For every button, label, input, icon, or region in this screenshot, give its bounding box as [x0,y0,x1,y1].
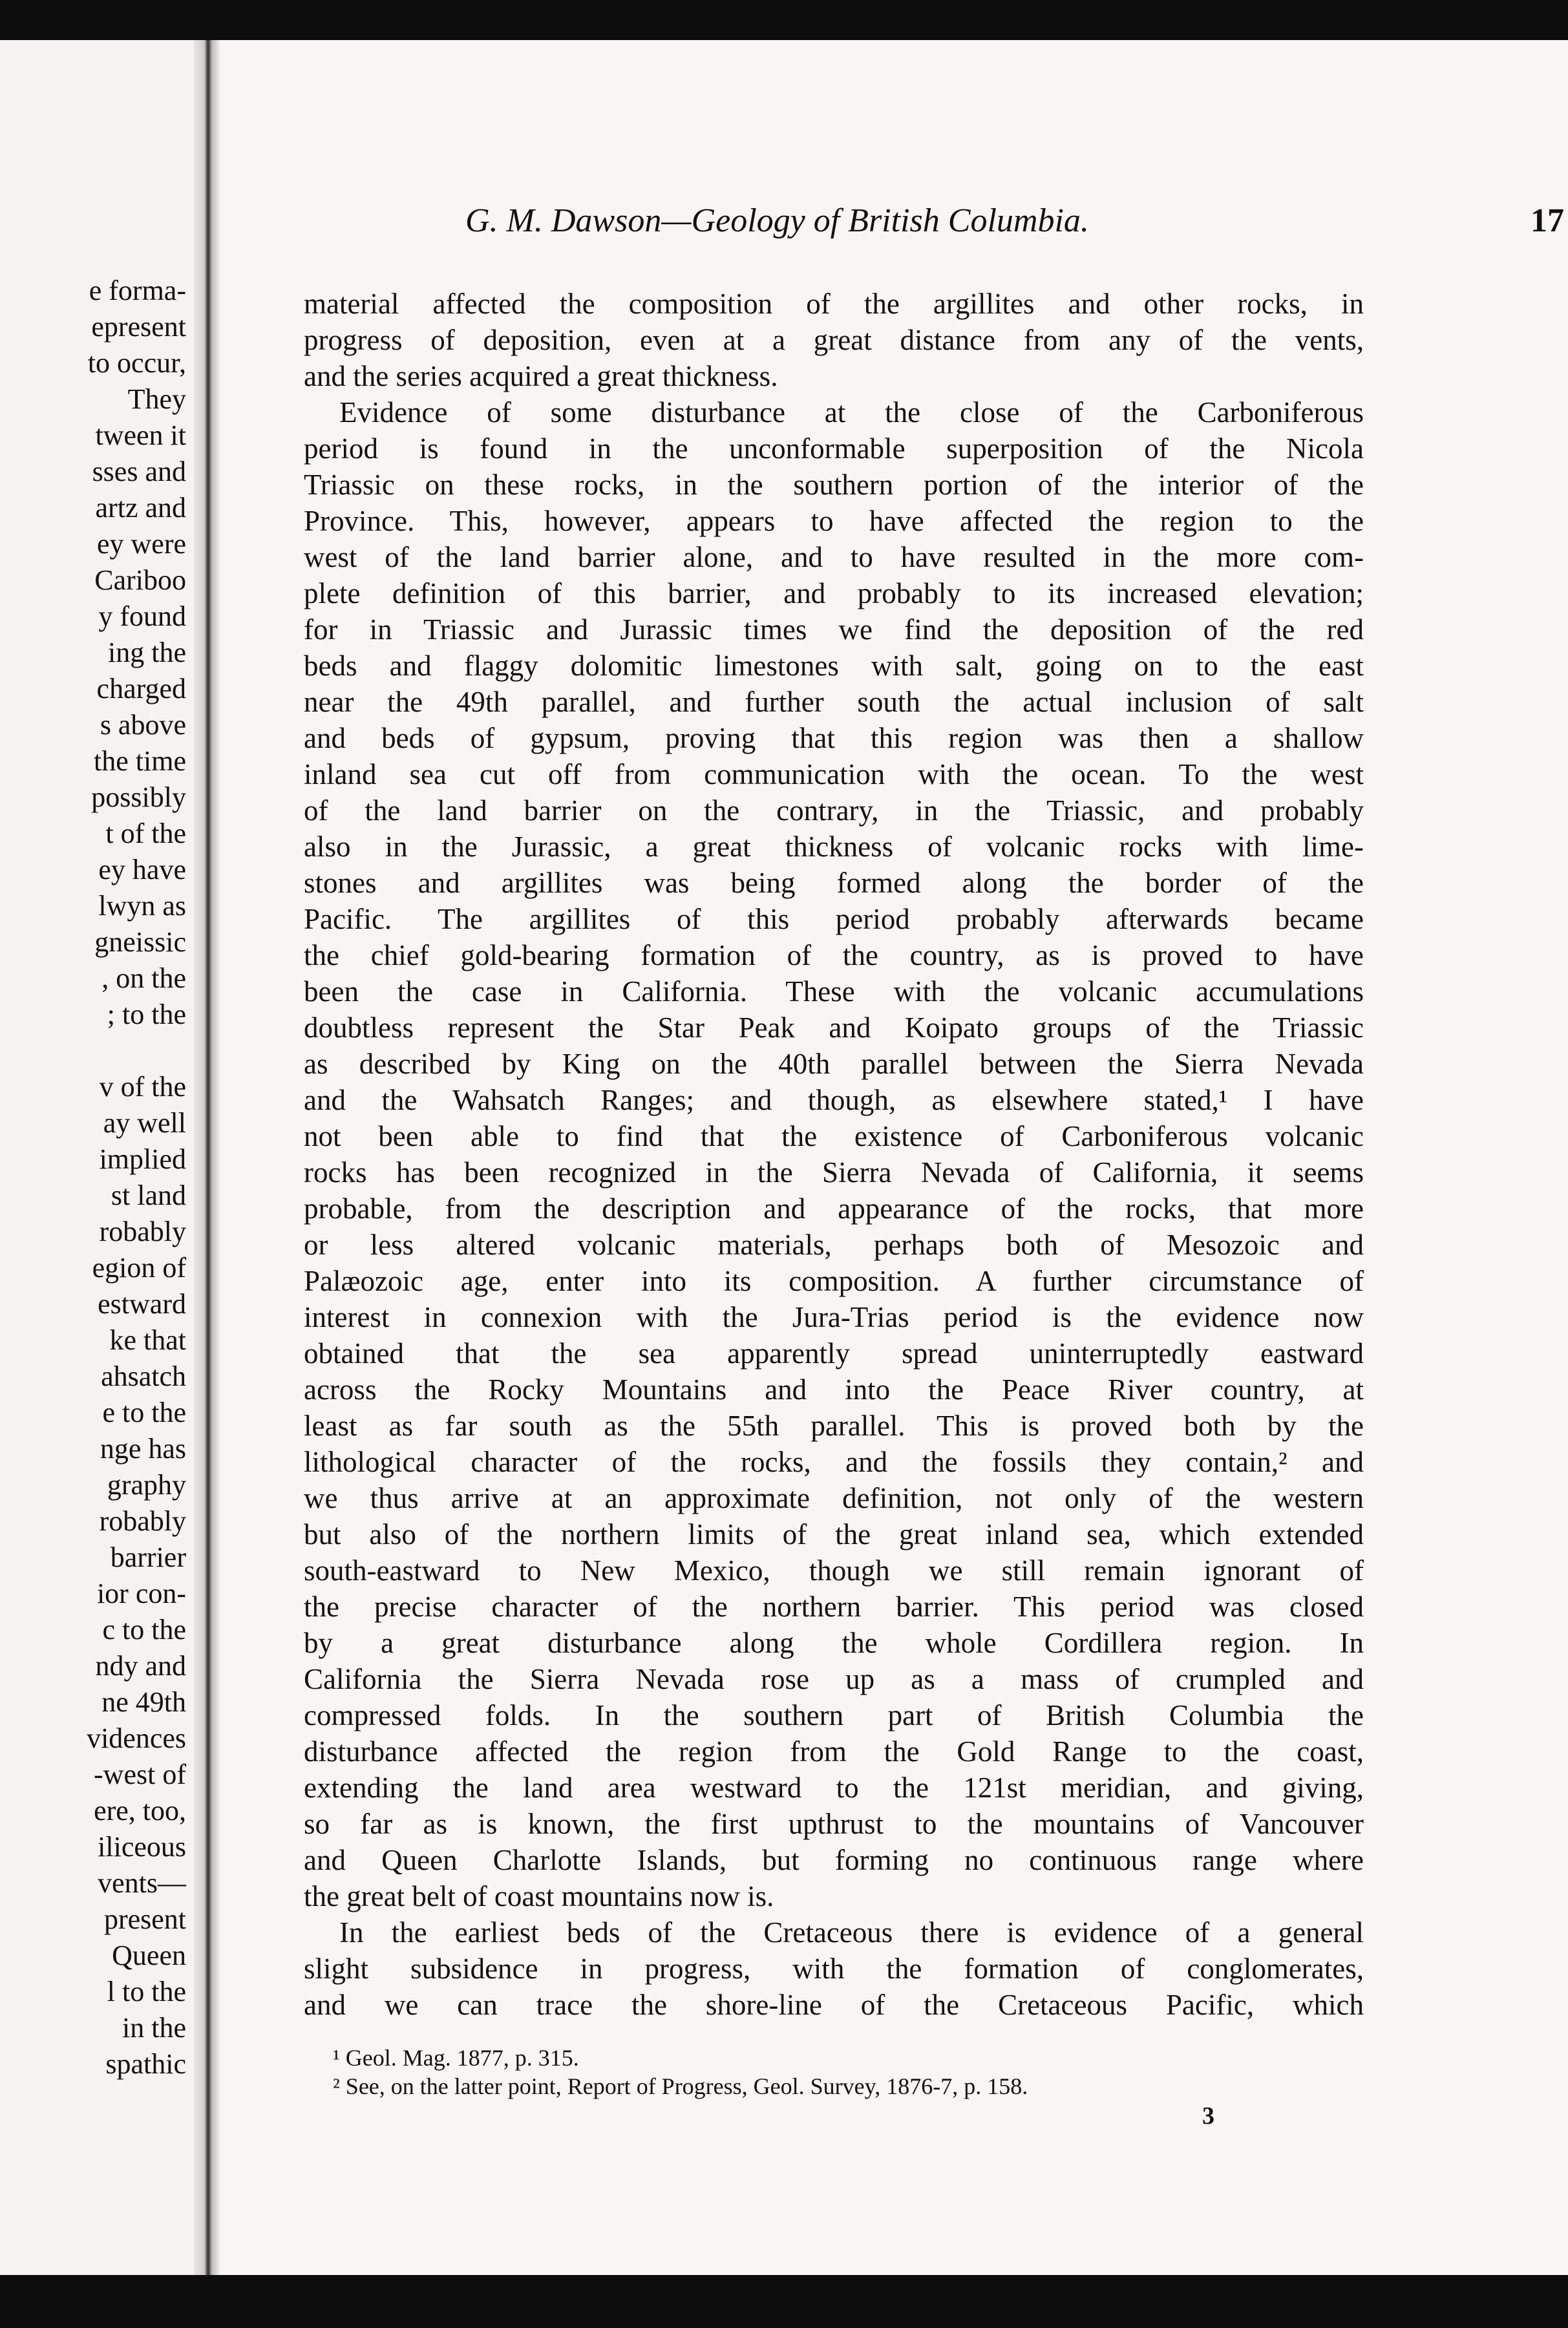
facing-page-line: possibly [91,781,186,813]
facing-page-line: vents— [98,1867,186,1899]
page-number: 17 [1531,202,1564,239]
text-line: of the land barrier on the contrary, in the Triassic, and probably [304,794,1364,827]
text-line: disturbance affected the region from the Gold Range to the coast, [304,1735,1364,1768]
facing-page-line: , on the [101,962,186,994]
facing-page-line: ey were [96,528,186,560]
text-line: we thus arrive at an approximate definition, not only of the western [304,1482,1364,1514]
text-line: Pacific. The argillites of this period probably afterwards became [304,903,1364,935]
facing-page-line: to occur, [87,347,186,379]
text-line: interest in connexion with the Jura-Trias period is the evidence now [304,1301,1364,1333]
text-line: obtained that the sea apparently spread uninterruptedly eastward [304,1337,1364,1370]
text-line: but also of the northern limits of the great inland sea, which extended [304,1518,1364,1550]
facing-page-line: ay well [103,1107,186,1139]
facing-page-fragment [0,40,194,2275]
text-line: compressed folds. In the southern part of British Columbia the [304,1699,1364,1731]
facing-page-line: st land [111,1180,186,1211]
running-head-title: G. M. Dawson—Geology of British Columbia. [465,202,1089,239]
facing-page-line: ndy and [95,1650,186,1682]
page [220,40,1568,2275]
text-line: probable, from the description and appearance of the rocks, that more [304,1192,1364,1225]
text-line: lithological character of the rocks, and the fossils they contain,² and [304,1446,1364,1478]
facing-page-line: y found [98,600,186,632]
text-line: and Queen Charlotte Islands, but forming no continuous range where [304,1844,1364,1876]
facing-page-line: estward [98,1288,186,1320]
facing-page-line: e to the [102,1397,186,1428]
scan-bottom-border [0,2275,1568,2328]
text-line: rocks has been recognized in the Sierra Nevada of California, it seems [304,1156,1364,1189]
text-line: extending the land area westward to the 121st meridian, and giving, [304,1772,1364,1804]
facing-page-line: present [103,1903,186,1935]
text-line: least as far south as the 55th parallel. This is proved both by the [304,1410,1364,1442]
text-line: west of the land barrier alone, and to have resulted in the more com- [304,541,1364,573]
text-line: plete definition of this barrier, and probably to its increased elevation; [304,577,1364,609]
facing-page-line: sses and [92,456,186,487]
facing-page-line: e forma- [89,275,186,306]
text-line: near the 49th parallel, and further south the actual inclusion of salt [304,686,1364,718]
text-line: California the Sierra Nevada rose up as a mass of crumpled and [304,1663,1364,1695]
facing-page-line: ere, too, [94,1795,186,1826]
facing-page-line: t of the [105,818,186,849]
scan-top-border [0,0,1568,40]
signature-mark: 3 [1202,2102,1214,2130]
facing-page-line: gneissic [94,926,186,958]
facing-page-line: v of the [99,1071,186,1103]
text-line: doubtless represent the Star Peak and Koipato groups of the Triassic [304,1011,1364,1044]
facing-page-line: ke that [109,1324,186,1356]
facing-page-line: Cariboo [94,564,186,596]
facing-page-line: epresent [91,311,186,343]
facing-page-line: graphy [107,1469,186,1501]
text-line: the chief gold-bearing formation of the country, as is proved to have [304,939,1364,971]
running-head [465,202,1564,253]
facing-page-line: vidences [87,1722,186,1754]
text-line: also in the Jurassic, a great thickness of volcanic rocks with lime- [304,831,1364,863]
facing-page-line: nge has [100,1433,186,1465]
facing-page-line: robably [99,1216,186,1247]
facing-page-line: lwyn as [98,890,186,922]
text-line: or less altered volcanic materials, perhaps both of Mesozoic and [304,1229,1364,1261]
facing-page-line: ahsatch [101,1360,186,1392]
facing-page-line: ing the [108,637,186,668]
facing-page-line: robably [99,1505,186,1537]
facing-page-line: in the [122,2012,186,2044]
text-line: and the Wahsatch Ranges; and though, as elsewhere stated,¹ I have [304,1084,1364,1116]
facing-page-line: ior con- [96,1578,186,1609]
text-line: as described by King on the 40th parallel between the Sierra Nevada [304,1048,1364,1080]
facing-page-line: s above [100,709,186,741]
text-line: period is found in the unconformable superposition of the Nicola [304,432,1364,465]
text-line: been the case in California. These with the volcanic accumulations [304,975,1364,1008]
text-line: stones and argillites was being formed along the border of the [304,867,1364,899]
book-gutter [194,40,220,2275]
facing-page-line: -west of [94,1759,186,1790]
facing-page-line: iliceous [98,1831,186,1863]
facing-page-line: barrier [110,1541,186,1573]
footnote-2: ² See, on the latter point, Report of Progress, Geol. Survey, 1876-7, p. 158. [333,2073,1028,2099]
text-line: material affected the composition of the argillites and other rocks, in [304,288,1364,320]
facing-page-line: l to the [107,1976,186,2007]
facing-page-line: ey have [98,854,186,885]
text-line: inland sea cut off from communication with the ocean. To the west [304,758,1364,790]
text-line: progress of deposition, even at a great distance from any of the vents, [304,324,1364,356]
facing-page-line: They [127,383,186,415]
facing-page-line: charged [96,673,186,704]
facing-page-line: egion of [92,1252,186,1284]
text-line: slight subsidence in progress, with the formation of conglomerates, [304,1952,1364,1985]
text-line: Triassic on these rocks, in the southern portion of the interior of the [304,469,1364,501]
text-line: across the Rocky Mountains and into the Peace River country, at [304,1373,1364,1406]
text-line: Province. This, however, appears to have affected the region to the [304,505,1364,537]
text-line: by a great disturbance along the whole Cordillera region. In [304,1627,1364,1659]
text-line: and the series acquired a great thickness. [304,360,778,392]
facing-page-line: Queen [112,1940,186,1971]
facing-page-line: artz and [95,492,186,524]
facing-page-line: ; to the [107,999,186,1030]
facing-page-line: spathic [105,2048,186,2080]
footnote-1: ¹ Geol. Mag. 1877, p. 315. [333,2045,579,2071]
text-line: so far as is known, the first upthrust to the mountains of Vancouver [304,1808,1364,1840]
text-line: the precise character of the northern barrier. This period was closed [304,1591,1364,1623]
text-line: for in Triassic and Jurassic times we find the deposition of the red [304,613,1364,646]
facing-page-line: implied [99,1143,186,1175]
text-line: Palæozoic age, enter into its composition. A further circumstance of [304,1265,1364,1297]
facing-page-line: tween it [95,419,186,451]
text-line: and we can trace the shore-line of the Cretaceous Pacific, which [304,1989,1364,2021]
facing-page-line: c to the [102,1614,186,1645]
text-line: the great belt of coast mountains now is. [304,1880,774,1912]
text-line: south-eastward to New Mexico, though we still remain ignorant of [304,1554,1364,1587]
text-line: beds and flaggy dolomitic limestones with salt, going on to the east [304,650,1364,682]
text-line: and beds of gypsum, proving that this region was then a shallow [304,722,1364,754]
text-line: In the earliest beds of the Cretaceous there is evidence of a general [339,1916,1364,1949]
facing-page-line: the time [94,745,186,777]
text-line: not been able to find that the existence of Carboniferous volcanic [304,1120,1364,1152]
facing-page-line: ne 49th [101,1686,186,1718]
text-line: Evidence of some disturbance at the close of the Carboniferous [339,396,1364,429]
